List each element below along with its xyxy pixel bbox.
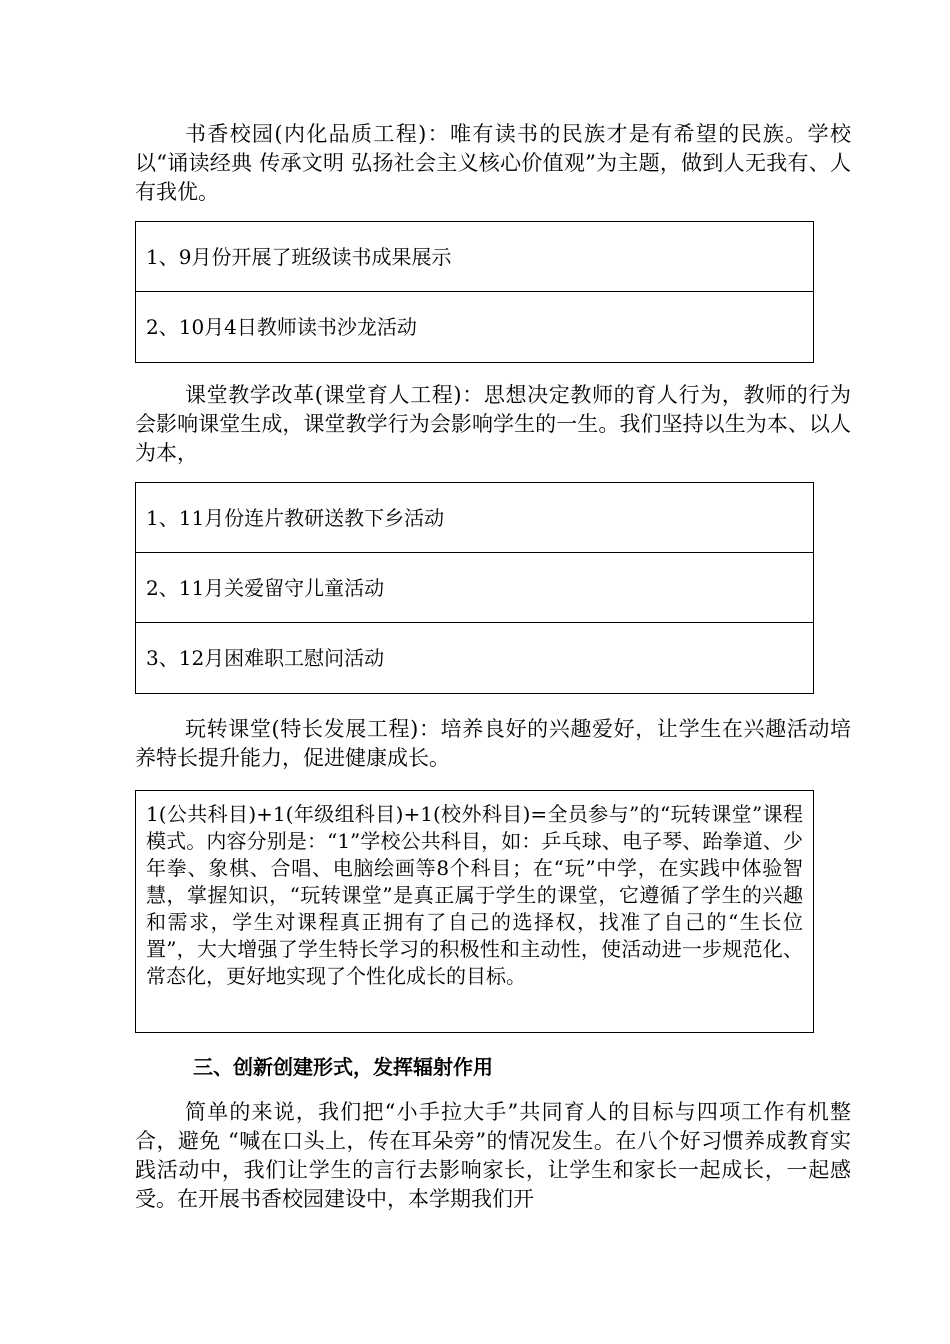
fun-classroom-box bbox=[135, 790, 814, 1033]
book-campus-paragraph: 书香校园(内化品质工程)：唯有读书的民族才是有希望的民族。学校以“诵读经典 传承文明 弘扬社会主义核心价值观”为主题，做到人无我有、人有我优。 bbox=[135, 122, 851, 204]
fun-classroom-paragraph: 玩转课堂(特长发展工程)：培养良好的兴趣爱好，让学生在兴趣活动培养特长提升能力，促进健康成长。 bbox=[135, 717, 851, 770]
classroom-reform-paragraph: 课堂教学改革(课堂育人工程)：思想决定教师的育人行为，教师的行为会影响课堂生成，课堂教学行为会影响学生的一生。我们坚持以生为本、以人为本， bbox=[135, 383, 851, 465]
activity-row: 1、9月份开展了班级读书成果展示 bbox=[136, 222, 813, 292]
activity-row: 1、11月份连片教研送教下乡活动 bbox=[136, 483, 813, 553]
activity-row: 3、12月困难职工慰问活动 bbox=[146, 646, 385, 670]
activity-row: 2、11月关爱留守儿童活动 bbox=[136, 553, 813, 623]
classroom-reform-activity-table bbox=[135, 482, 814, 694]
activity-row: 2、10月4日教师读书沙龙活动 bbox=[146, 315, 417, 339]
book-campus-activity-table bbox=[135, 221, 814, 363]
fun-classroom-box-text: 1(公共科目)+1(年级组科目)+1(校外科目)=全员参与”的“玩转课堂”课程模式。内容分别是：“1”学校公共科目，如：乒乓球、电子琴、跆拳道、少年拳、象棋、合唱、电脑绘画等8个科目；在“玩”中学，在实践中体验智慧，掌握知识，“玩转课堂”是真正属于学生的课堂，它遵循了学生的兴趣和需求，学生对课程真正拥有了自己的选择权，找准了自己的“生长位置”，大大增强了学生特长学习的积极性和主动性，使活动进一步规范化、常态化，更好地实现了个性化成长的目标。 bbox=[146, 802, 803, 988]
section-heading: 三、创新创建形式，发挥辐射作用 bbox=[193, 1055, 493, 1079]
innovation-paragraph: 简单的来说，我们把“小手拉大手”共同育人的目标与四项工作有机整合，避免 “喊在口头上，传在耳朵旁”的情况发生。在八个好习惯养成教育实践活动中，我们让学生的言行去影响家长，让学生和家长一起成长，一起感受。在开展书香校园建设中，本学期我们开 bbox=[135, 1100, 851, 1211]
